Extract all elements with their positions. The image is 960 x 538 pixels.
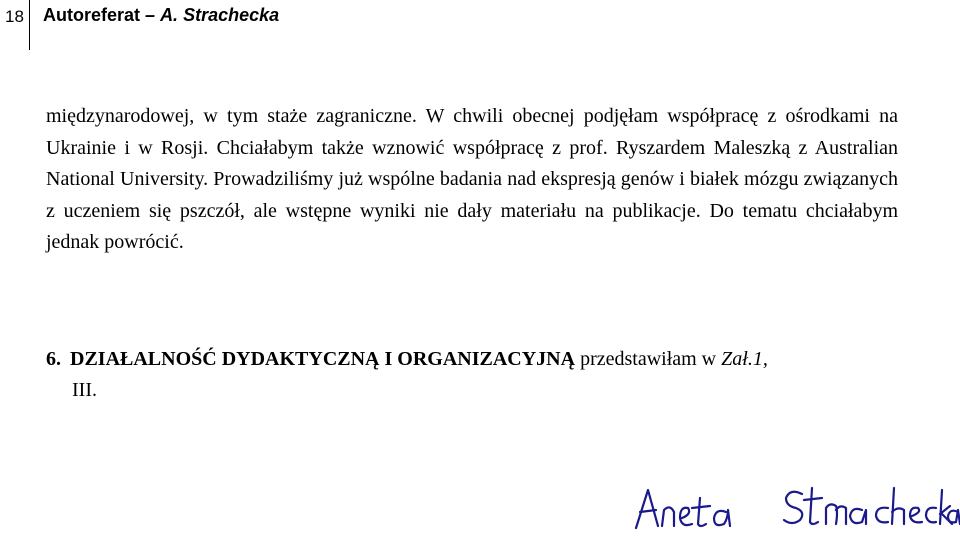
section-reference-continued: III. — [72, 379, 97, 401]
header-author: A. Strachecka — [160, 5, 280, 25]
section-title: DZIAŁALNOŚĆ DYDAKTYCZNĄ I ORGANIZACYJNĄ — [70, 348, 576, 370]
section-reference: Zał.1, — [721, 348, 768, 370]
section-heading — [46, 344, 906, 406]
section-number: 6. — [46, 348, 61, 370]
handwritten-signature — [630, 480, 960, 536]
header-title: Autoreferat — [43, 5, 141, 25]
running-header — [43, 4, 279, 26]
body-paragraph: międzynarodowej, w tym staże zagraniczne. W chwili obecnej podjęłam współpracę z ośrodkami na Ukrainie i w Rosji. Chciałabym także wznowić współpracę z prof. Ryszardem Maleszką z Australian National University. Prowadziliśmy już wspólne badania nad ekspresją genów i białek mózgu związanych z uczeniem się pszczół, ale wstępne wyniki nie dały materiału na publikacje. Do tematu chciałabym jednak powrócić. — [46, 105, 898, 253]
header-separator: – — [145, 5, 156, 25]
page-number: 18 — [0, 0, 30, 50]
signature-drawing — [630, 480, 960, 536]
section-text: przedstawiłam w — [580, 348, 717, 370]
